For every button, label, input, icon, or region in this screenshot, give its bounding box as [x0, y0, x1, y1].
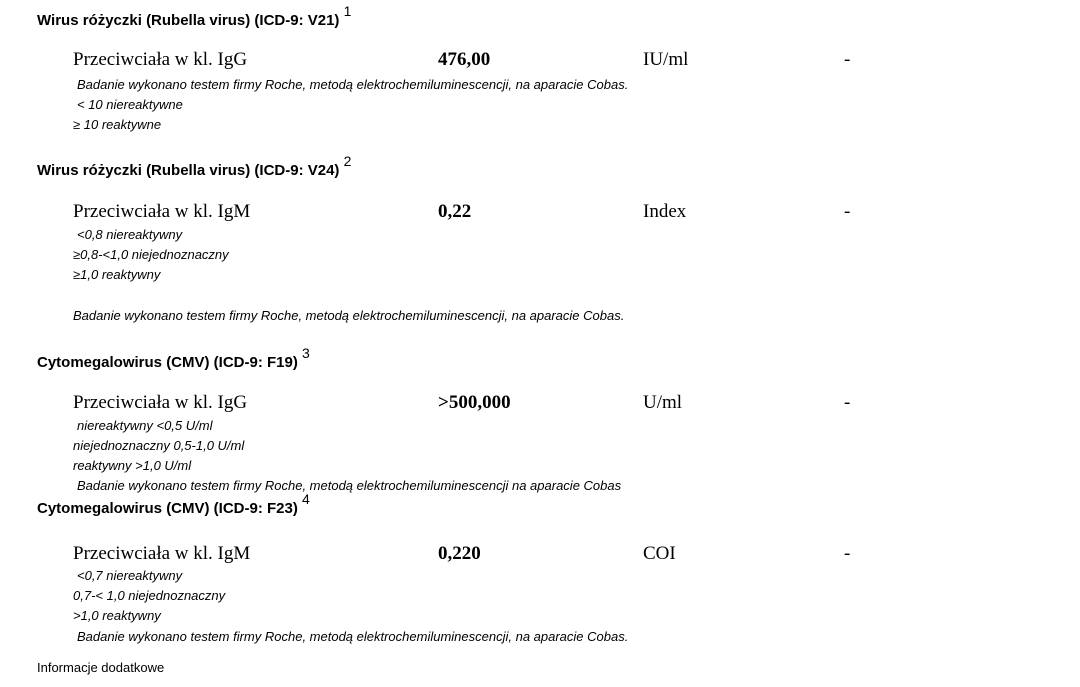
- section-title: Cytomegalowirus (CMV) (ICD-9: F19): [37, 354, 298, 371]
- reference-range: 0,7-< 1,0 niejednoznaczny: [73, 588, 226, 603]
- footnote-ref: 3: [302, 345, 310, 361]
- result-flag: -: [844, 543, 851, 564]
- test-name: Przeciwciała w kl. IgG: [73, 392, 248, 413]
- section-heading-rubella-igm: [37, 153, 352, 179]
- section-heading-cmv-igm: [37, 491, 310, 517]
- footnote-ref: 1: [343, 3, 352, 19]
- reference-range: niejednoznaczny 0,5-1,0 U/ml: [73, 438, 245, 453]
- additional-info-label: Informacje dodatkowe: [37, 660, 165, 675]
- footnote-ref: 4: [302, 491, 310, 507]
- reference-range: ≥1,0 reaktywny: [73, 267, 161, 282]
- result-unit: U/ml: [643, 392, 683, 413]
- section-title: Wirus różyczki (Rubella virus) (ICD-9: V24): [37, 162, 340, 179]
- footnote-ref: 2: [343, 153, 352, 169]
- result-unit: IU/ml: [643, 49, 689, 70]
- method-note: Badanie wykonano testem firmy Roche, metodą elektrochemiluminescencji, na aparacie Cobas.: [77, 629, 629, 644]
- reference-range: ≥ 10 reaktywne: [73, 117, 162, 132]
- test-name: Przeciwciała w kl. IgM: [73, 543, 251, 564]
- test-name: Przeciwciała w kl. IgG: [73, 49, 248, 70]
- reference-range: <0,7 niereaktywny: [77, 568, 183, 583]
- result-unit: COI: [643, 543, 676, 564]
- reference-range: < 10 niereaktywne: [77, 97, 183, 112]
- method-note: Badanie wykonano testem firmy Roche, metodą elektrochemiluminescencji na aparacie Cobas: [77, 478, 622, 493]
- result-value: 0,22: [438, 201, 472, 222]
- result-flag: -: [844, 392, 851, 413]
- result-flag: -: [844, 201, 851, 222]
- section-title: Cytomegalowirus (CMV) (ICD-9: F23): [37, 500, 298, 517]
- reference-range: >1,0 reaktywny: [73, 608, 161, 623]
- section-heading-cmv-igg: [37, 345, 310, 371]
- test-name: Przeciwciała w kl. IgM: [73, 201, 251, 222]
- reference-range: niereaktywny <0,5 U/ml: [77, 418, 213, 433]
- reference-range: reaktywny >1,0 U/ml: [73, 458, 192, 473]
- section-heading-rubella-igg: [37, 3, 352, 29]
- result-value: 0,220: [438, 543, 481, 564]
- reference-range: ≥0,8-<1,0 niejednoznaczny: [73, 247, 229, 262]
- result-value: 476,00: [438, 49, 491, 70]
- reference-range: <0,8 niereaktywny: [77, 227, 183, 242]
- section-title: Wirus różyczki (Rubella virus) (ICD-9: V21): [37, 12, 340, 29]
- method-note: Badanie wykonano testem firmy Roche, metodą elektrochemiluminescencji, na aparacie Cobas.: [77, 77, 629, 92]
- result-value: >500,000: [438, 392, 511, 413]
- result-unit: Index: [643, 201, 687, 222]
- result-flag: -: [844, 49, 851, 70]
- method-note: Badanie wykonano testem firmy Roche, metodą elektrochemiluminescencji, na aparacie Cobas.: [73, 308, 625, 323]
